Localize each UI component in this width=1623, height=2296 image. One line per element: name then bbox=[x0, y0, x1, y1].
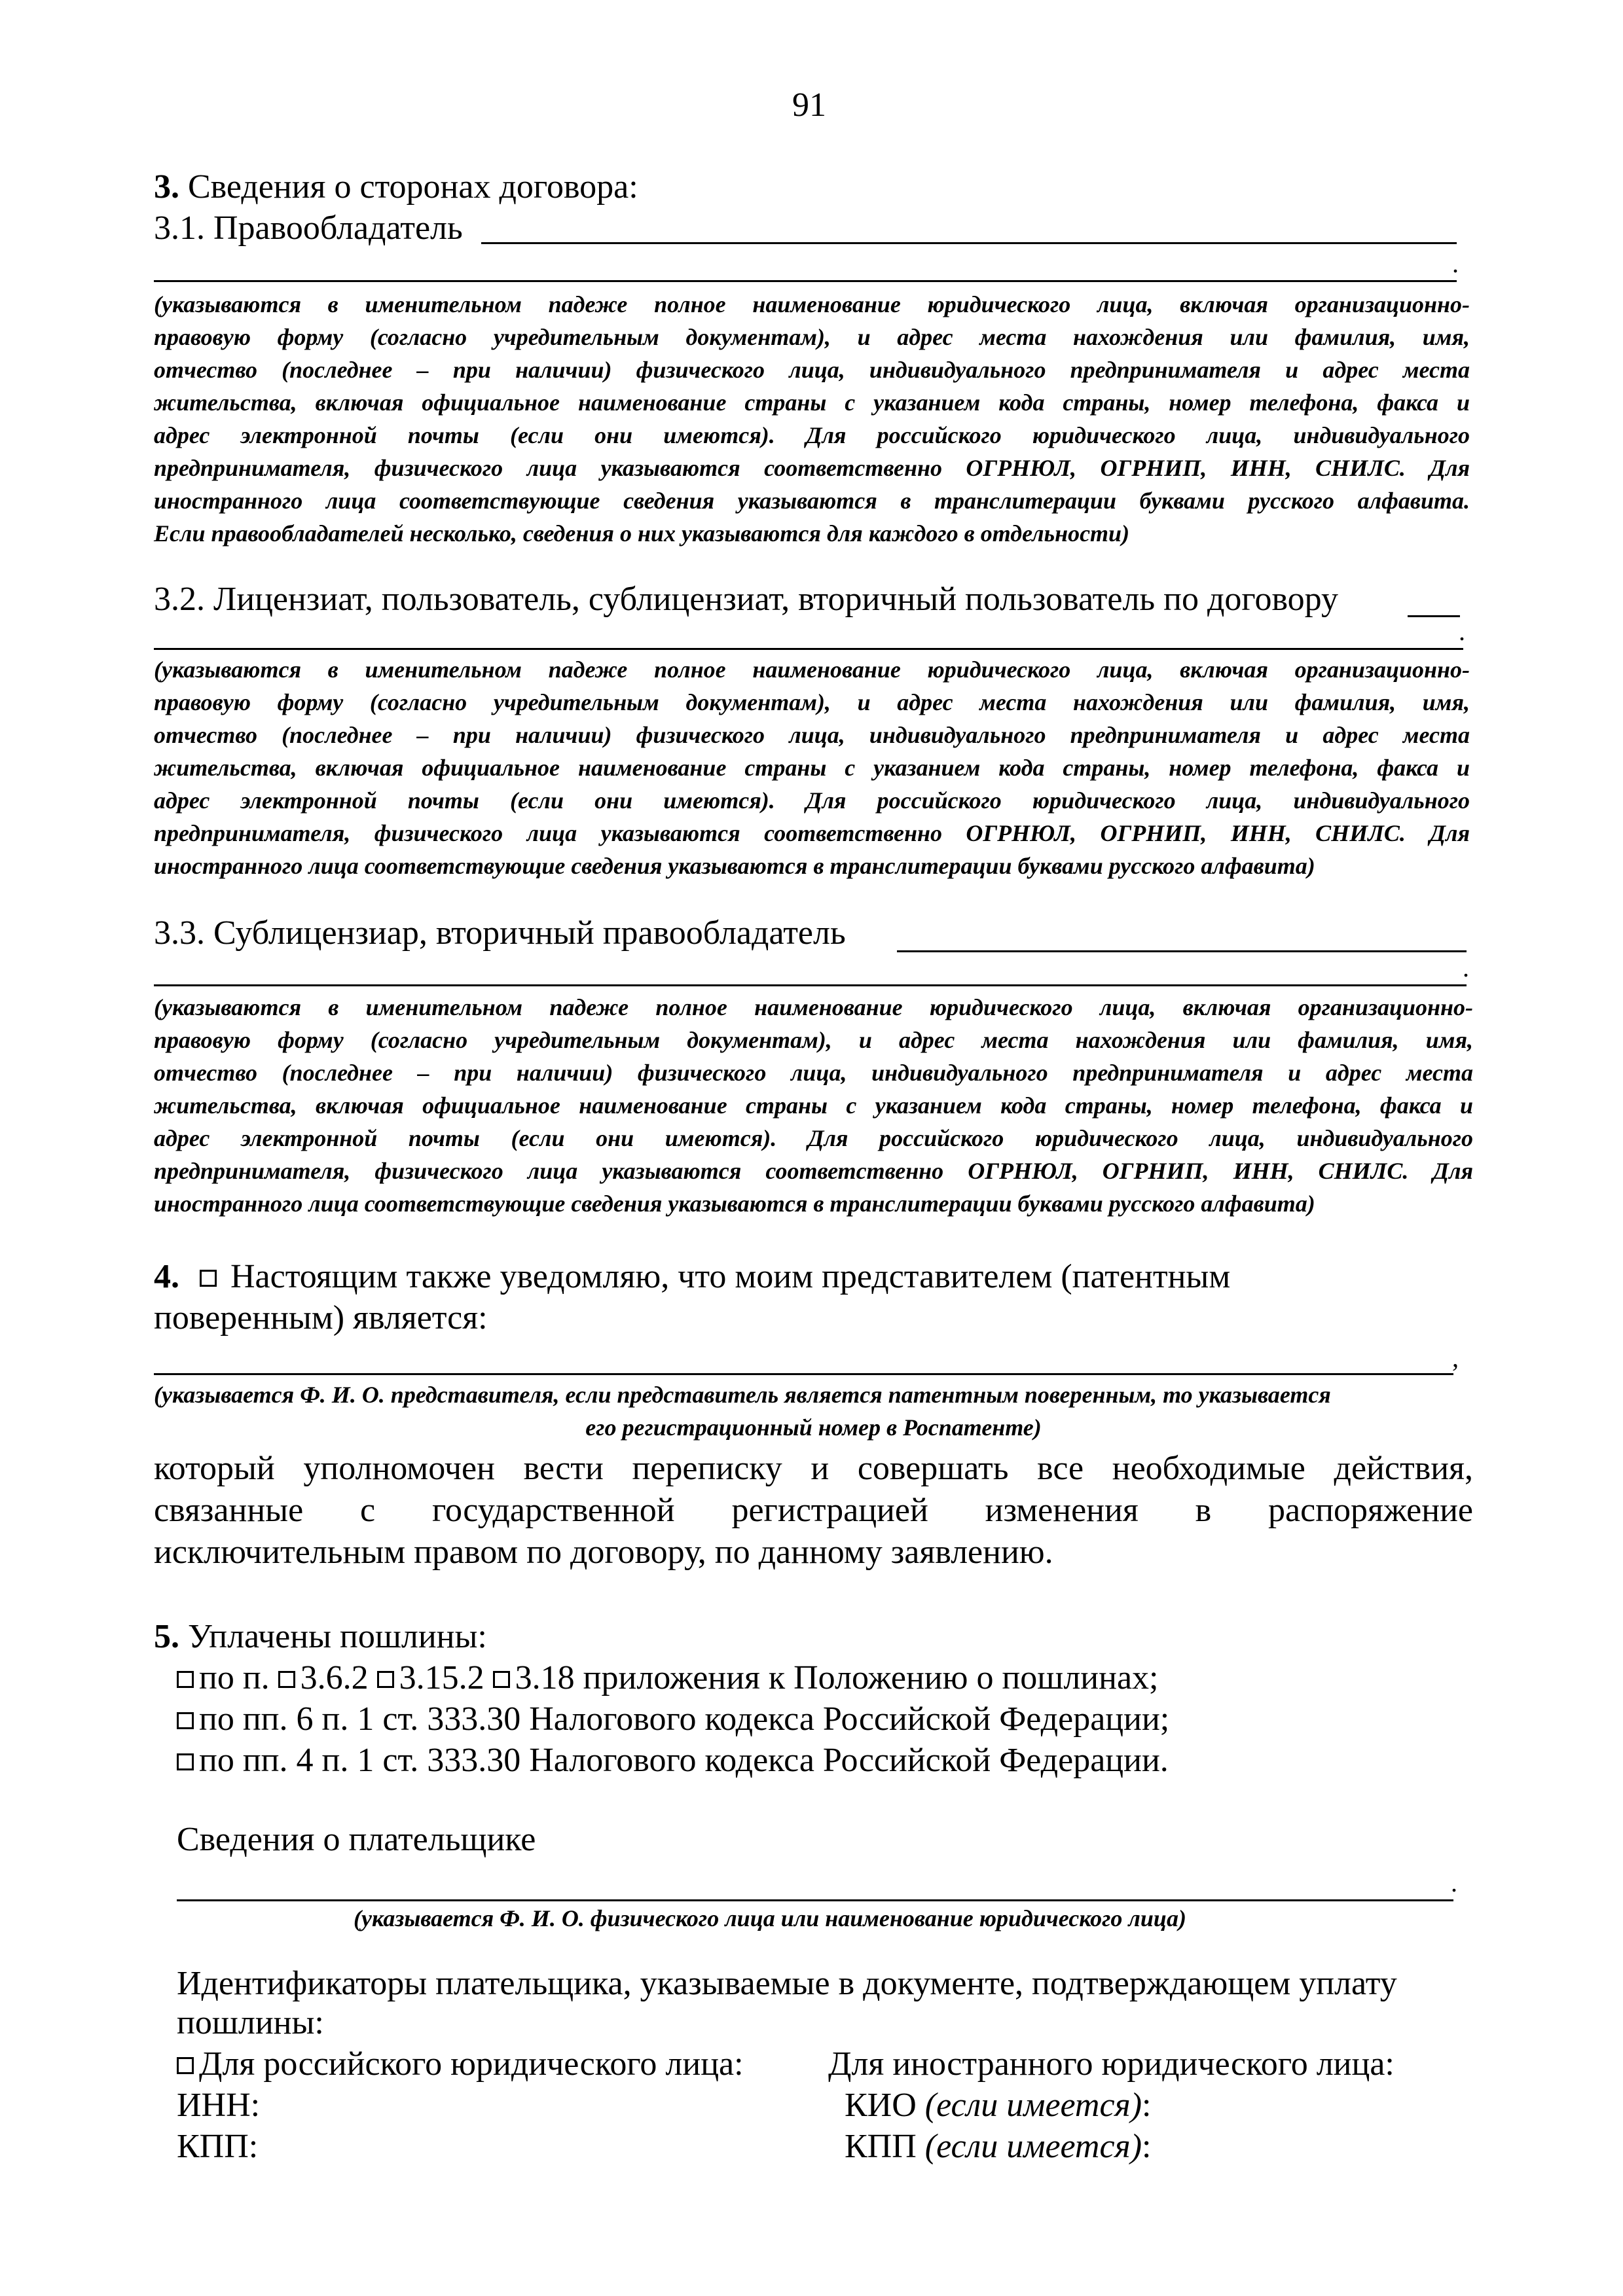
ru-legal-entity-row bbox=[177, 2044, 744, 2085]
section-4-number: 4. bbox=[154, 1258, 179, 1295]
rightholder-note bbox=[154, 288, 1470, 550]
note-line: предпринимателя, физического лица указываются соответственно ОГРНЮЛ, ОГРНИП, ИНН, СНИЛС. Для bbox=[154, 455, 1470, 481]
comma: , bbox=[1452, 1343, 1459, 1372]
rightholder-field-line-2[interactable] bbox=[154, 280, 1457, 282]
kpp-foreign-row bbox=[845, 2126, 1152, 2167]
note-line: предпринимателя, физического лица указываются соответственно ОГРНЮЛ, ОГРНИП, ИНН, СНИЛС. Для bbox=[154, 820, 1470, 846]
colon: : bbox=[1142, 2087, 1152, 2124]
body-line: связанные с государственной регистрацией изменения в распоряжение bbox=[154, 1492, 1473, 1529]
note-line: (указываются в именительном падеже полное наименование юридического лица, включая организационно- bbox=[154, 994, 1473, 1020]
fee-row-1 bbox=[177, 1658, 1158, 1698]
note-line: иностранного лица соответствующие сведения указываются в транслитерации буквами русского алфавита) bbox=[154, 853, 1315, 879]
fee-row-1-d: 3.18 приложения к Положению о пошлинах; bbox=[515, 1659, 1159, 1696]
payer-note: (указывается Ф. И. О. физического лица или наименование юридического лица) bbox=[354, 1905, 1186, 1931]
section-5-heading bbox=[154, 1617, 487, 1657]
note-line: отчество (последнее – при наличии) физического лица, индивидуального предпринимателя и адрес места bbox=[154, 1060, 1473, 1086]
if-any-note: (если имеется) bbox=[924, 2128, 1142, 2165]
licensee-field-line-2[interactable] bbox=[154, 648, 1463, 650]
note-line: правовую форму (согласно учредительным документам), и адрес места нахождения или фамилия, имя, bbox=[154, 324, 1470, 350]
period: . bbox=[1451, 1868, 1457, 1897]
fee-row-2-text: по пп. 6 п. 1 ст. 333.30 Налогового кодекса Российской Федерации; bbox=[199, 1700, 1170, 1738]
note-line: предпринимателя, физического лица указываются соответственно ОГРНЮЛ, ОГРНИП, ИНН, СНИЛС. Для bbox=[154, 1158, 1473, 1184]
payer-label: Сведения о плательщике bbox=[177, 1821, 536, 1858]
rightholder-label: 3.1. Правообладатель bbox=[154, 209, 463, 247]
ru-legal-entity-checkbox[interactable] bbox=[177, 2057, 194, 2074]
note-line: (указываются в именительном падеже полное наименование юридического лица, включая организационно- bbox=[154, 656, 1470, 683]
section-4-line-1 bbox=[154, 1257, 1473, 1297]
identifiers-line-2: пошлины: bbox=[177, 2004, 324, 2041]
section-3-number: 3. bbox=[154, 168, 179, 206]
section-5-number: 5. bbox=[154, 1618, 179, 1655]
identifiers-line-1: Идентификаторы плательщика, указываемые в документе, подтверждающем уплату bbox=[177, 1965, 1397, 2002]
sublicensor-field-line-2[interactable] bbox=[154, 984, 1467, 986]
section-3-title: Сведения о сторонах договора: bbox=[179, 168, 638, 206]
tax-code-pp6-checkbox[interactable] bbox=[177, 1712, 194, 1729]
note-line: адрес электронной почты (если они имеются). Для российского юридического лица, индивидуального bbox=[154, 422, 1470, 448]
fee-row-3 bbox=[177, 1740, 1169, 1781]
note-line: иностранного лица соответствующие сведения указываются в транслитерации буквами русского алфавита. bbox=[154, 488, 1470, 514]
fee-checkbox-3-18[interactable] bbox=[493, 1671, 510, 1688]
fee-row-3-text: по пп. 4 п. 1 ст. 333.30 Налогового кодекса Российской Федерации. bbox=[199, 1742, 1169, 1779]
inn-label: ИНН: bbox=[177, 2087, 261, 2124]
section-4-text: Настоящим также уведомляю, что моим представителем (патентным bbox=[230, 1258, 1231, 1295]
representative-field-line[interactable] bbox=[154, 1373, 1453, 1375]
licensee-label: 3.2. Лицензиат, пользователь, сублицензиат, вторичный пользователь по договору bbox=[154, 581, 1338, 618]
tax-code-pp4-checkbox[interactable] bbox=[177, 1753, 194, 1770]
note-line: правовую форму (согласно учредительным документам), и адрес места нахождения или фамилия, имя, bbox=[154, 1027, 1473, 1053]
note-line: (указываются в именительном падеже полное наименование юридического лица, включая организационно- bbox=[154, 291, 1470, 317]
note-line: иностранного лица соответствующие сведения указываются в транслитерации буквами русского алфавита) bbox=[154, 1191, 1315, 1217]
sublicensor-label: 3.3. Сублицензиар, вторичный правообладатель bbox=[154, 914, 846, 952]
if-any-note: (если имеется) bbox=[924, 2087, 1142, 2124]
note-line: отчество (последнее – при наличии) физического лица, индивидуального предпринимателя и адрес места bbox=[154, 722, 1470, 748]
fee-checkbox-3-6-2[interactable] bbox=[278, 1671, 295, 1688]
ru-legal-entity-label: Для российского юридического лица: bbox=[199, 2045, 744, 2083]
sublicensor-field-line-1[interactable] bbox=[897, 950, 1467, 952]
note-line: правовую форму (согласно учредительным документам), и адрес места нахождения или фамилия, имя, bbox=[154, 689, 1470, 715]
kpp-label: КПП: bbox=[177, 2128, 259, 2165]
colon: : bbox=[1142, 2128, 1152, 2165]
note-line: адрес электронной почты (если они имеются). Для российского юридического лица, индивидуального bbox=[154, 1125, 1473, 1151]
fee-checkbox-item[interactable] bbox=[177, 1671, 194, 1688]
foreign-legal-entity-label: Для иностранного юридического лица: bbox=[828, 2045, 1395, 2083]
section-3-heading bbox=[154, 167, 638, 207]
fee-row-1-c: 3.15.2 bbox=[399, 1659, 484, 1696]
fee-row-1-b: 3.6.2 bbox=[300, 1659, 369, 1696]
page-number: 91 bbox=[792, 86, 826, 124]
section-5-title: Уплачены пошлины: bbox=[179, 1618, 487, 1655]
body-line: исключительным правом по договору, по данному заявлению. bbox=[154, 1534, 1053, 1571]
section-4-body bbox=[154, 1448, 1473, 1573]
fee-checkbox-3-15-2[interactable] bbox=[377, 1671, 394, 1688]
kio-label: КИО bbox=[845, 2087, 917, 2124]
note-line: отчество (последнее – при наличии) физического лица, индивидуального предпринимателя и адрес места bbox=[154, 357, 1470, 383]
fee-row-2 bbox=[177, 1699, 1169, 1740]
note-line: жительства, включая официальное наименование страны с указанием кода страны, номер телефона, факса и bbox=[154, 755, 1470, 781]
licensee-note bbox=[154, 653, 1470, 882]
rightholder-field-line-1[interactable] bbox=[481, 242, 1457, 244]
section-4-line-2: поверенным) является: bbox=[154, 1299, 488, 1336]
payer-field-line[interactable] bbox=[177, 1899, 1453, 1901]
licensee-field-line-1[interactable] bbox=[1408, 615, 1460, 617]
period: . bbox=[1459, 617, 1465, 646]
sublicensor-note bbox=[154, 991, 1473, 1220]
note-line: Если правообладателей несколько, сведения о них указываются для каждого в отдельности) bbox=[154, 520, 1130, 547]
representative-note-line-2: его регистрационный номер в Роспатенте) bbox=[585, 1414, 1042, 1441]
note-line: жительства, включая официальное наименование страны с указанием кода страны, номер телефона, факса и bbox=[154, 389, 1470, 416]
representative-checkbox[interactable] bbox=[200, 1270, 217, 1287]
period: . bbox=[1452, 249, 1459, 278]
note-line: жительства, включая официальное наименование страны с указанием кода страны, номер телефона, факса и bbox=[154, 1092, 1473, 1119]
kio-row bbox=[845, 2085, 1152, 2126]
representative-note-line-1: (указывается Ф. И. О. представителя, если представитель является патентным поверенным, то указывается bbox=[154, 1382, 1331, 1408]
period: . bbox=[1463, 953, 1469, 982]
note-line: адрес электронной почты (если они имеются). Для российского юридического лица, индивидуального bbox=[154, 787, 1470, 814]
body-line: который уполномочен вести переписку и совершать все необходимые действия, bbox=[154, 1450, 1473, 1487]
fee-row-1-a: по п. bbox=[199, 1659, 270, 1696]
kpp-foreign-label: КПП bbox=[845, 2128, 917, 2165]
